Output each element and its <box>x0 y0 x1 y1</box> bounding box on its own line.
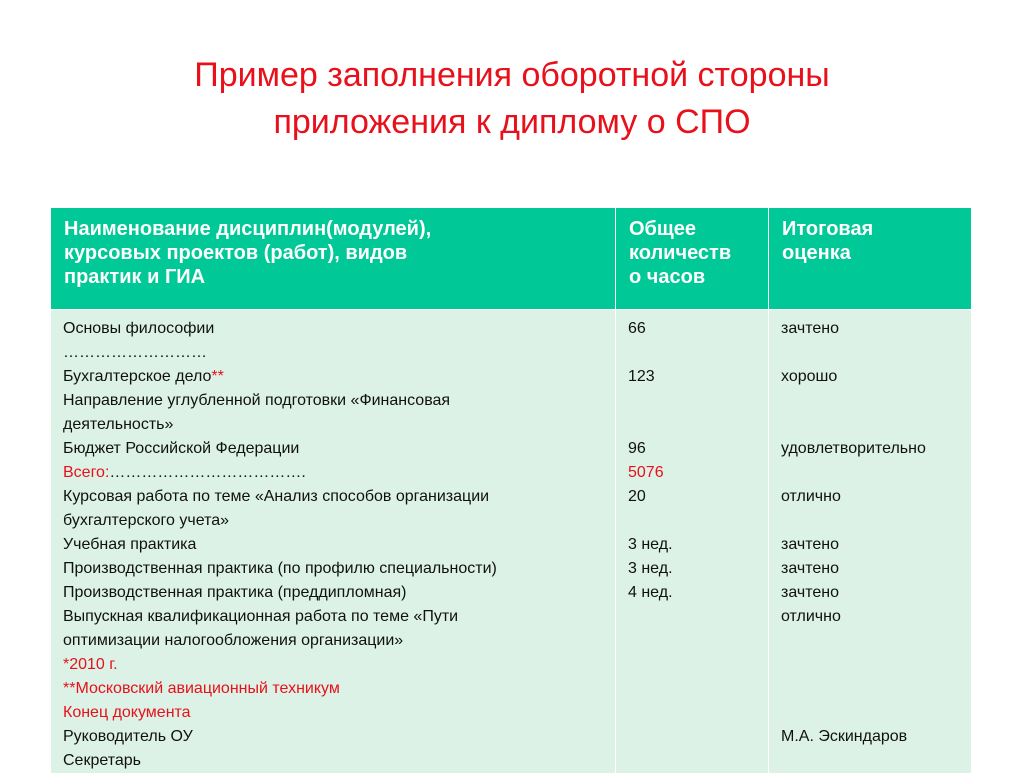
signature-name: М.А. Эскиндаров <box>781 728 908 745</box>
discipline-name: оптимизации налогообложения организации» <box>63 632 404 649</box>
grade-column <box>769 310 972 774</box>
header-text: Итоговая <box>782 218 874 240</box>
header-text: количеств <box>629 242 732 264</box>
header-cell-disciplines <box>51 208 616 310</box>
table-header-row <box>51 208 972 310</box>
page-title <box>0 52 1024 146</box>
grade-value: хорошо <box>781 368 838 385</box>
grade-value: зачтено <box>781 536 839 553</box>
header-text: курсовых проектов (работ), видов <box>64 242 408 264</box>
hours-value: 20 <box>628 488 646 505</box>
discipline-name: Учебная практика <box>63 536 197 553</box>
total-dots: ………………………………. <box>109 464 306 481</box>
discipline-name: Производственная практика (по профилю специальности) <box>63 560 497 577</box>
note-end-of-document: Конец документа <box>63 704 191 721</box>
header-text: практик и ГИА <box>64 266 206 288</box>
grade-value: отлично <box>781 488 841 505</box>
discipline-name: бухгалтерского учета» <box>63 512 230 529</box>
total-label: Всего: <box>63 464 110 481</box>
grade-value: зачтено <box>781 584 839 601</box>
hours-value: 96 <box>628 440 646 457</box>
header-text: о часов <box>629 266 706 288</box>
hours-value: 66 <box>628 320 646 337</box>
discipline-name: деятельность» <box>63 416 174 433</box>
total-line <box>63 461 609 485</box>
diploma-appendix-table <box>50 207 972 774</box>
title-line-2: приложения к диплому о СПО <box>273 103 751 141</box>
header-text: оценка <box>782 242 851 264</box>
grade-value: удовлетворительно <box>781 440 926 457</box>
table-body-row <box>51 310 972 774</box>
disciplines-column <box>51 310 616 774</box>
header-text: Наименование дисциплин(модулей), <box>64 218 432 240</box>
hours-column <box>616 310 769 774</box>
signature-label-head: Руководитель ОУ <box>63 728 193 745</box>
discipline-name: ……………………… <box>63 344 207 361</box>
footnote-mark: ** <box>211 368 224 385</box>
discipline-name: Бухгалтерское дело <box>63 368 212 385</box>
discipline-name: Бюджет Российской Федерации <box>63 440 300 457</box>
discipline-name: Выпускная квалификационная работа по теме «Пути <box>63 608 459 625</box>
discipline-line <box>63 365 609 389</box>
grade-value: зачтено <box>781 320 839 337</box>
hours-value: 3 нед. <box>628 536 673 553</box>
hours-value: 123 <box>628 368 655 385</box>
hours-value: 4 нед. <box>628 584 673 601</box>
signature-label-secretary: Секретарь <box>63 752 141 769</box>
title-line-1: Пример заполнения оборотной стороны <box>194 56 830 94</box>
header-cell-grade <box>769 208 972 310</box>
total-hours-value: 5076 <box>628 464 664 481</box>
note-institution: **Московский авиационный техникум <box>63 680 340 697</box>
note-year: *2010 г. <box>63 656 118 673</box>
hours-value: 3 нед. <box>628 560 673 577</box>
header-cell-hours <box>616 208 769 310</box>
grade-value: отлично <box>781 608 841 625</box>
discipline-name: Основы философии <box>63 320 215 337</box>
discipline-name: Курсовая работа по теме «Анализ способов организации <box>63 488 490 505</box>
grade-value: зачтено <box>781 560 839 577</box>
discipline-name: Производственная практика (преддипломная) <box>63 584 407 601</box>
header-text: Общее <box>629 218 697 240</box>
discipline-name: Направление углубленной подготовки «Финансовая <box>63 392 451 409</box>
